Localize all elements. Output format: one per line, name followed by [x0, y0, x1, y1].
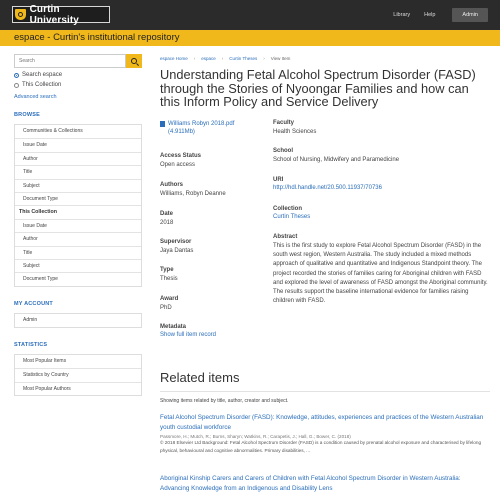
- date-field: [160, 211, 173, 227]
- related-note: Showing items related by title, author, creator and subject.: [160, 398, 289, 404]
- date-value: 2018: [160, 220, 174, 226]
- collection-link[interactable]: Curtin Theses: [273, 214, 311, 220]
- browse-author[interactable]: Author: [15, 152, 141, 165]
- search-icon: [131, 58, 137, 64]
- statistics-heading: STATISTICS: [14, 342, 48, 349]
- type-label: Type: [160, 267, 174, 273]
- collection-document-type[interactable]: Document Type: [15, 272, 141, 285]
- top-nav: [386, 8, 488, 22]
- account-list: [14, 313, 142, 328]
- award-value: PhD: [160, 305, 172, 311]
- statistics-list: [14, 354, 142, 396]
- supervisor-value: Jaya Dantas: [160, 248, 194, 254]
- breadcrumb-home[interactable]: espace Home: [160, 56, 188, 61]
- related-item-title[interactable]: Fetal Alcohol Spectrum Disorder (FASD): Knowledge, attitudes, experiences and practices of the Western Australian youth custodial workforce: [160, 414, 484, 431]
- radio-unselected-icon[interactable]: [14, 83, 19, 88]
- faculty-field: [273, 120, 490, 136]
- type-value: Thesis: [160, 276, 178, 282]
- file-size: (4.911Mb): [168, 129, 195, 135]
- date-label: Date: [160, 211, 174, 217]
- search-input[interactable]: [14, 54, 126, 68]
- abstract-label: Abstract: [273, 234, 298, 240]
- uri-field: [273, 177, 490, 191]
- school-label: School: [273, 148, 294, 154]
- scope-collection-label: This Collection: [22, 82, 62, 88]
- collection-subject[interactable]: Subject: [15, 259, 141, 272]
- school-value: School of Nursing, Midwifery and Paramedicine: [273, 157, 400, 163]
- advanced-search-link[interactable]: Advanced search: [14, 94, 57, 100]
- award-field: [160, 296, 178, 312]
- uri-link[interactable]: http://hdl.handle.net/20.500.11937/70736: [273, 185, 382, 191]
- top-bar: [0, 0, 500, 30]
- chevron-right-icon: ›: [193, 56, 196, 61]
- sidebar: [14, 54, 142, 396]
- browse-list: [14, 124, 142, 287]
- collection-author[interactable]: Author: [15, 232, 141, 245]
- metadata-label: Metadata: [160, 324, 187, 330]
- scope-espace-option[interactable]: [14, 72, 142, 78]
- related-items-section: [160, 370, 490, 494]
- authors-value: Williams, Robyn Deanne: [160, 191, 226, 197]
- collection-title[interactable]: Title: [15, 246, 141, 259]
- shield-icon: [15, 9, 26, 20]
- breadcrumb-espace[interactable]: espace: [201, 56, 216, 61]
- breadcrumb-current: View Item: [270, 56, 291, 61]
- logo-text: Curtin University: [29, 3, 79, 26]
- this-collection-heading: This Collection: [15, 205, 141, 218]
- chevron-right-icon: ›: [263, 56, 265, 61]
- file-download-link[interactable]: [160, 120, 234, 136]
- file-icon: [160, 121, 165, 127]
- abstract-text: This is the first study to explore Fetal Alcohol Spectrum Disorder (FASD) in the south west region, Western Australia. The study included a mixed methods approach of qualitative and quantitative and Indigenous Standpoint theory. The project recorded the stories of families caring for Aboriginal children with FASD and explored the level of awareness of FASD amongst the Aboriginal community. The results support the baseline international evidence for families raising children with FASD.: [273, 243, 488, 305]
- award-label: Award: [160, 296, 179, 302]
- breadcrumb: [160, 56, 490, 61]
- related-item-title[interactable]: Aboriginal Kinship Carers and Carers of Children with Fetal Alcohol Spectrum Disorder in Western Australia: Advancing Knowledge from an Indigenous and Disability Lens: [160, 475, 461, 492]
- school-field: [273, 148, 490, 164]
- browse-title[interactable]: Title: [15, 165, 141, 178]
- browse-heading: BROWSE: [14, 112, 40, 118]
- stats-popular-authors[interactable]: Most Popular Authors: [15, 382, 141, 395]
- repository-title[interactable]: espace - Curtin's institutional repository: [14, 32, 180, 43]
- uri-label: URI: [273, 177, 284, 183]
- page-title: Understanding Fetal Alcohol Spectrum Disorder (FASD) through the Stories of Nyoongar Families and how can this Inform Policy and Service Delivery: [160, 67, 476, 109]
- authors-field: [160, 182, 226, 198]
- my-account-heading: MY ACCOUNT: [14, 300, 53, 307]
- faculty-label: Faculty: [273, 120, 295, 126]
- related-item-authors: Passmore, H.; Mutch, R.; Burns, Sharyn; Watkins, R.; Carapetis, J.; Hall, G.; Bower, C. (2018): [160, 434, 351, 439]
- radio-selected-icon[interactable]: [14, 73, 19, 78]
- supervisor-label: Supervisor: [160, 239, 192, 245]
- collection-field: [273, 206, 490, 220]
- scope-collection-option[interactable]: [14, 82, 142, 88]
- collection-label: Collection: [273, 206, 303, 212]
- account-admin[interactable]: Admin: [23, 316, 38, 323]
- admin-button[interactable]: Admin: [452, 8, 488, 22]
- related-item: [160, 474, 490, 494]
- stats-by-country[interactable]: Statistics by Country: [15, 368, 141, 381]
- chevron-right-icon: ›: [221, 56, 224, 61]
- access-field: [160, 153, 201, 169]
- search-box: [14, 54, 142, 68]
- divider: [160, 391, 490, 392]
- scope-espace-label: Search espace: [22, 72, 63, 78]
- faculty-value: Health Sciences: [273, 129, 317, 135]
- related-item-description: © 2018 Elsevier Ltd Background: Fetal Alcohol Spectrum Disorder (FASD) is a condition caused by prenatal alcohol exposure and characterised by lifelong physical, behavioural and cognitive abnormalities. Primary disabilities, ...: [160, 440, 482, 453]
- metadata-field: [160, 324, 216, 338]
- repository-bar: [0, 30, 500, 46]
- file-label: [168, 120, 234, 136]
- nav-library-link[interactable]: Library: [393, 12, 411, 18]
- access-value: Open access: [160, 162, 196, 168]
- stats-popular-items[interactable]: Most Popular Items: [23, 358, 67, 365]
- curtin-logo[interactable]: [12, 3, 110, 26]
- browse-document-type[interactable]: Document Type: [15, 192, 141, 205]
- browse-communities[interactable]: Communities & Collections: [23, 128, 83, 134]
- collection-issue-date[interactable]: Issue Date: [15, 219, 141, 232]
- related-items-heading: Related items: [160, 370, 240, 385]
- search-button[interactable]: [126, 54, 142, 68]
- nav-help-link[interactable]: Help: [424, 12, 436, 18]
- full-record-link[interactable]: Show full item record: [160, 332, 217, 338]
- browse-subject[interactable]: Subject: [15, 179, 141, 192]
- supervisor-field: [160, 239, 193, 255]
- abstract-field: [273, 234, 490, 306]
- authors-label: Authors: [160, 182, 183, 188]
- related-item: [160, 413, 490, 455]
- main-content: [160, 56, 490, 492]
- file-name: Williams Robyn 2018.pdf: [168, 121, 235, 127]
- type-field: [160, 267, 178, 283]
- browse-issue-date[interactable]: Issue Date: [15, 138, 141, 151]
- breadcrumb-curtin-theses[interactable]: Curtin Theses: [229, 56, 258, 61]
- access-label: Access Status: [160, 153, 202, 159]
